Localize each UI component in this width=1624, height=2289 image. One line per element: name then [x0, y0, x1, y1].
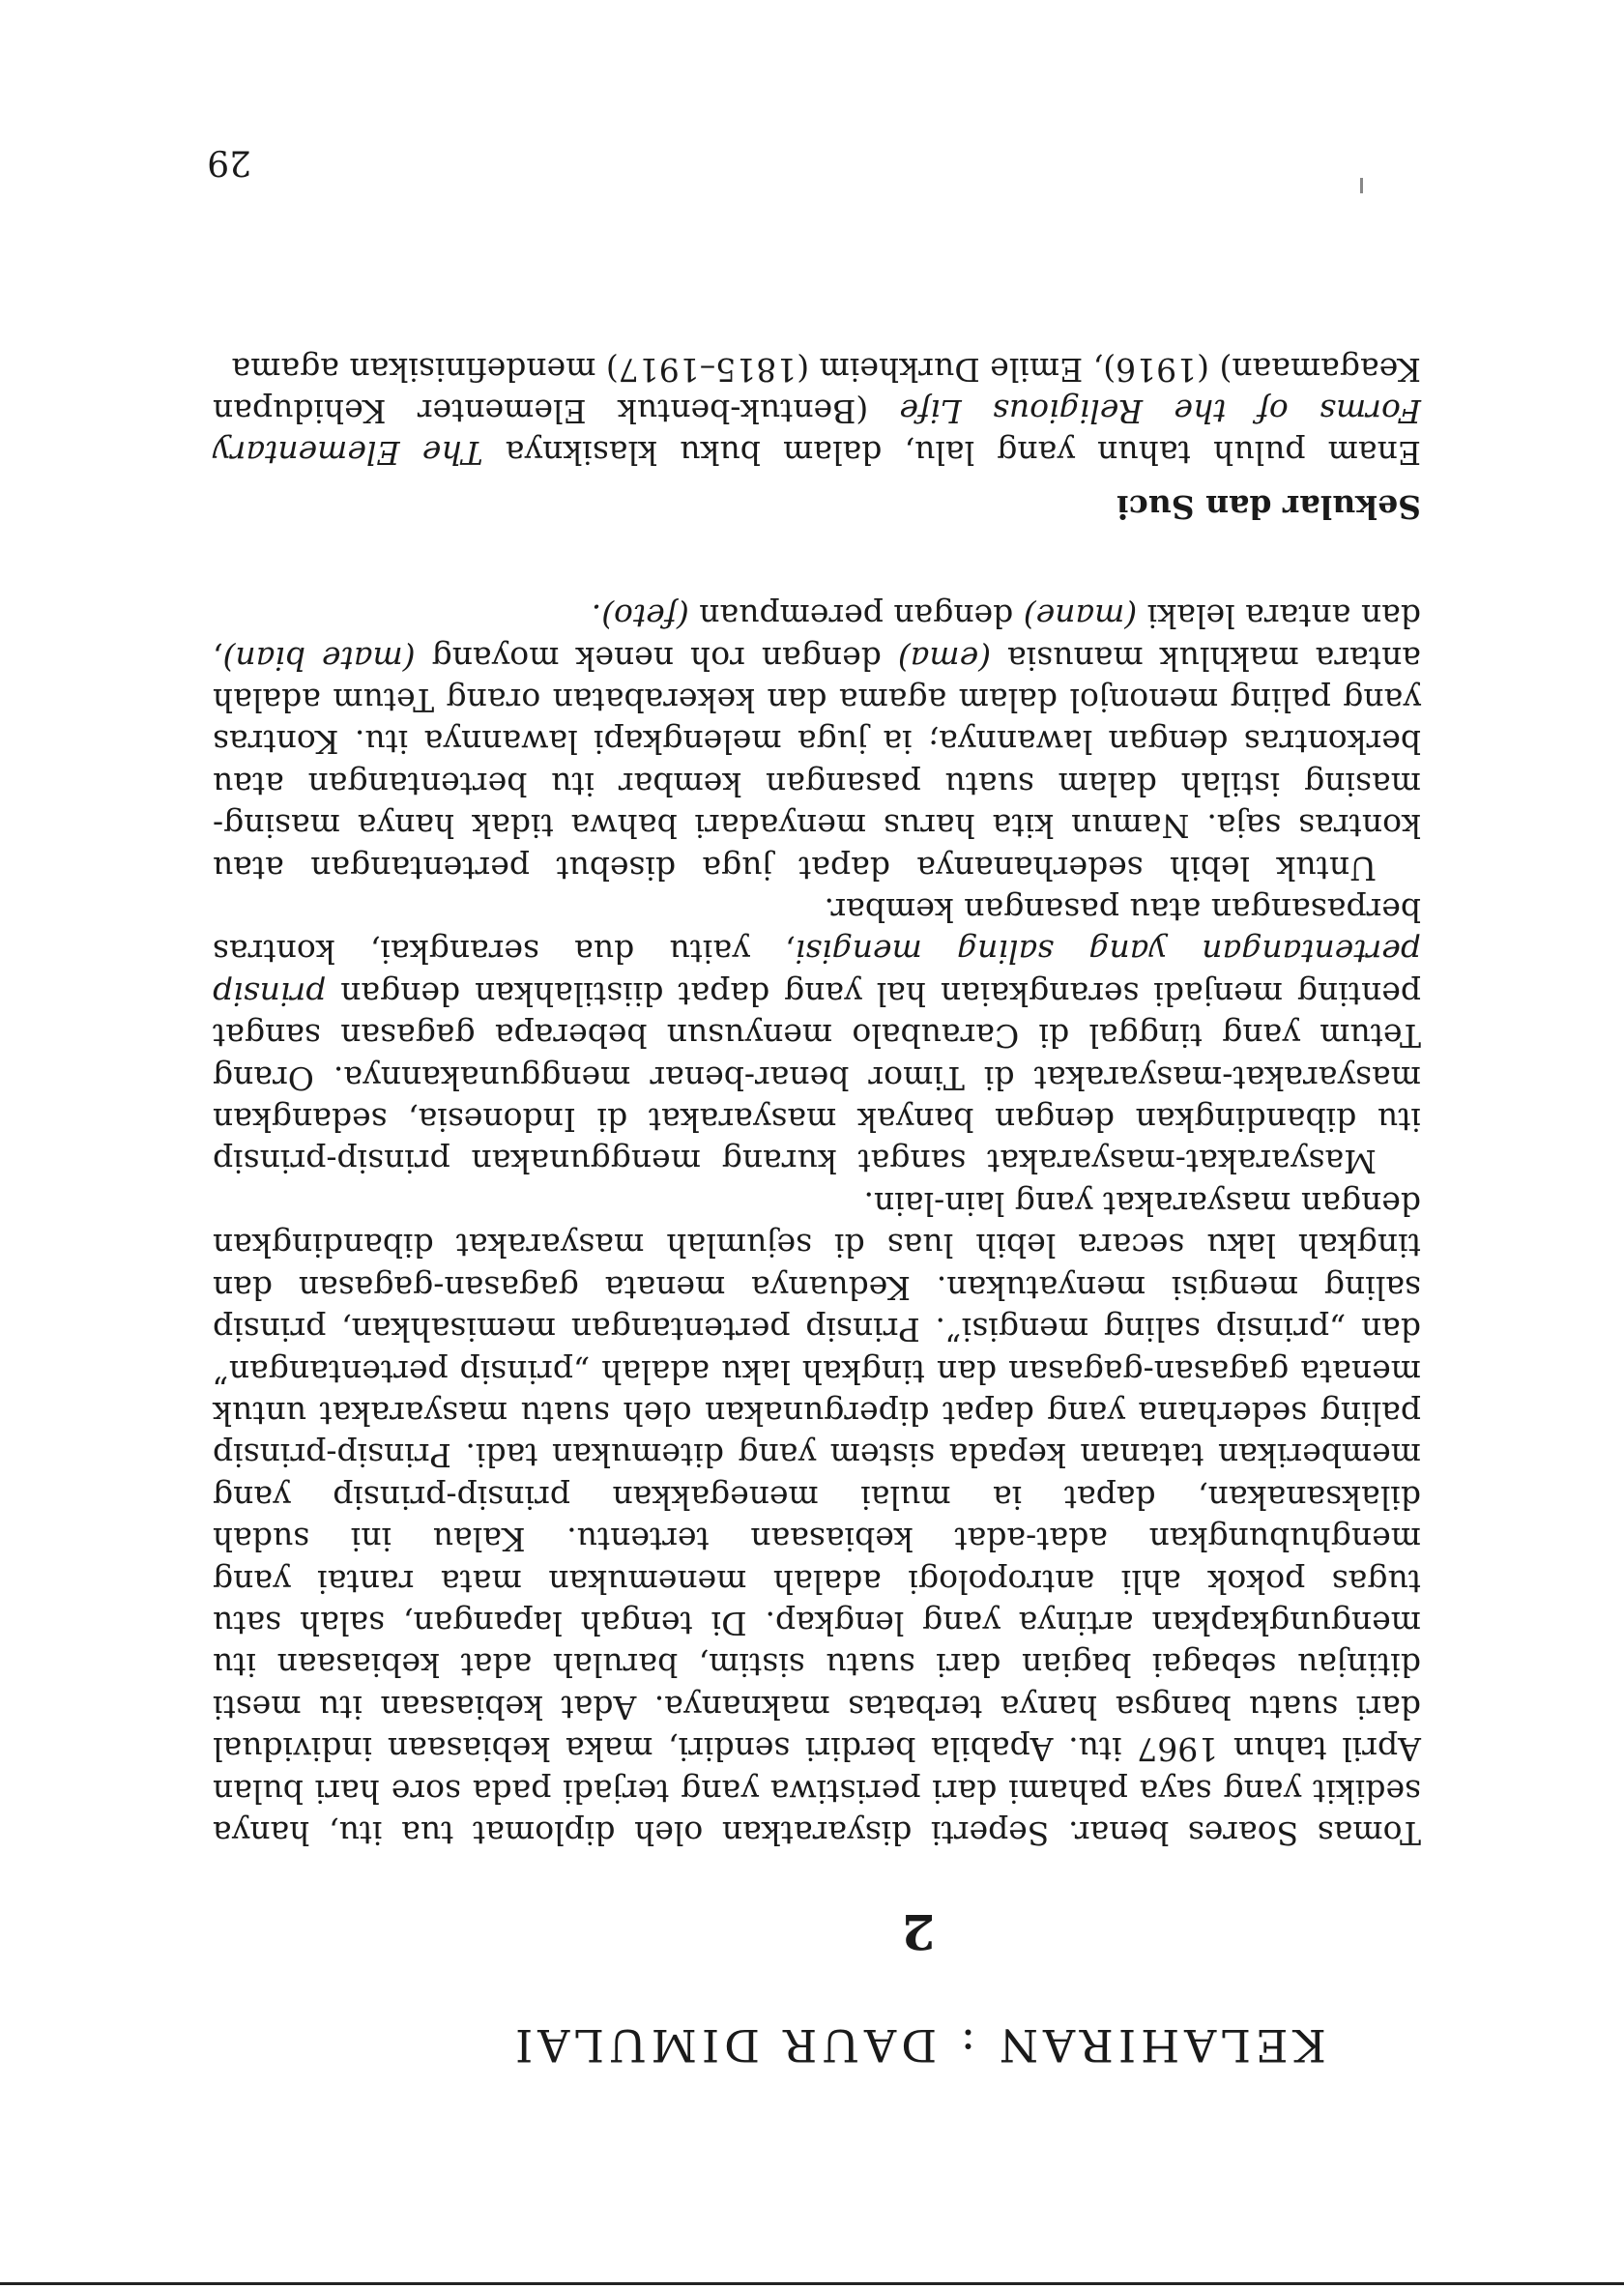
paragraph-text: Masyarakat-masyarakat sangat kurang menggunakan prinsip-prinsip itu dibandingkan dengan banyak masyarakat di Indonesia, sedangkan masyarakat-masyarakat di Timor benar-benar menggunakannya. Orang Tetum yang tinggal di Caraubalo menyusun beberapa gagasan sangat penting menjadi serangkaian hal yang dapat diistilahkan dengan	[213, 974, 1421, 1181]
paragraph-1	[213, 1183, 1421, 1855]
paragraph-4	[213, 348, 1421, 474]
italic-text: (mate bian)	[222, 639, 416, 678]
section-heading: Sekular dan Suci	[1116, 487, 1421, 526]
paragraph-text: dengan perempuan	[688, 597, 1024, 636]
paragraph-text: , dan antara lelaki	[213, 597, 1421, 678]
italic-text: (mane)	[1023, 597, 1138, 636]
chapter-title: KELAHIRAN : DAUR DIMULAI	[510, 2019, 1326, 2072]
italic-text: (ema)	[897, 639, 992, 678]
italic-text: (feto).	[591, 597, 689, 636]
paragraph-text: (Bentuk-bentuk Elementer Kehidupan Keagamaan) (1916), Emile Durkheim (1815–1917) mendefinisikan agama	[213, 350, 1421, 430]
paragraph-3	[213, 595, 1421, 889]
paragraph-text: Tomas Soares benar. Seperti disyaratkan oleh diplomat tua itu, hanya sedikit yang saya pahami dari peristiwa yang terjadi pada sore hari bulan April tahun 1967 itu. Apabila berdiri sendiri, maka kebiasaan individual dari suatu bangsa hanya terbatas maknanya. Adat kebiasaan itu mesti ditinjau sebagai bagian dari suatu sistim, barulah adat kebiasaan itu mengungkapkan artinya yang lengkap. Di tengah lapangan, salah satu tugas pokok ahli antropologi adalah menemukan mata rantai yang menghubungkan adat-adat kebiasaan tertentu. Kalau ini sudah dilaksanakan, dapat ia mulai menegakkan prinsip-prinsip yang memberikan tatanan kepada sistem yang ditemukan tadi. Prinsip-prinsip paling sederhana yang dapat dipergunakan oleh suatu masyarakat untuk menata gagasan-gagasan dan tingkah laku adalah „prinsip pertentangan” dan „prinsip saling mengisi”. Prinsip pertentangan memisahkan, prinsip saling mengisi menyatukan. Keduanya menata gagasan-gagasan dan tingkah laku secara lebih luas di sejumlah masyarakat dibandingkan dengan masyarakat yang lain-lain.	[213, 1184, 1421, 1852]
body-text	[213, 348, 1421, 1854]
paragraph-text: Enam puluh tahun yang lalu, dalam buku klasiknya	[482, 434, 1421, 473]
paragraph-text: Untuk lebih sederhananya dapat juga disebut pertentangan atau kontras saja. Namun kita harus menyadari bahwa tidak hanya masing-masing istilah dalam suatu pasangan kembar itu bertentangan atau berkontras dengan lawannya; ia juga melengkapi lawannya itu. Kontras yang paling menonjol dalam agama dan kekerabatan orang Tetum adalah antara makhluk manusia	[213, 639, 1421, 887]
chapter-number: 2	[901, 1903, 936, 1960]
paragraph-2	[213, 889, 1421, 1183]
italic-text: The Elementary Forms of the Religious Life	[212, 392, 1421, 473]
page-number: 29	[207, 142, 251, 182]
paragraph-text: , yaitu dua serangkai, kontras berpasangan atau pasangan kembar.	[213, 891, 1421, 971]
margin-mark	[1360, 178, 1363, 193]
page-bottom-rule	[0, 2282, 1624, 2285]
italic-text: prinsip pertentangan yang saling mengisi	[213, 933, 1421, 1013]
paragraph-text: dengan roh nenek moyang	[415, 639, 898, 678]
